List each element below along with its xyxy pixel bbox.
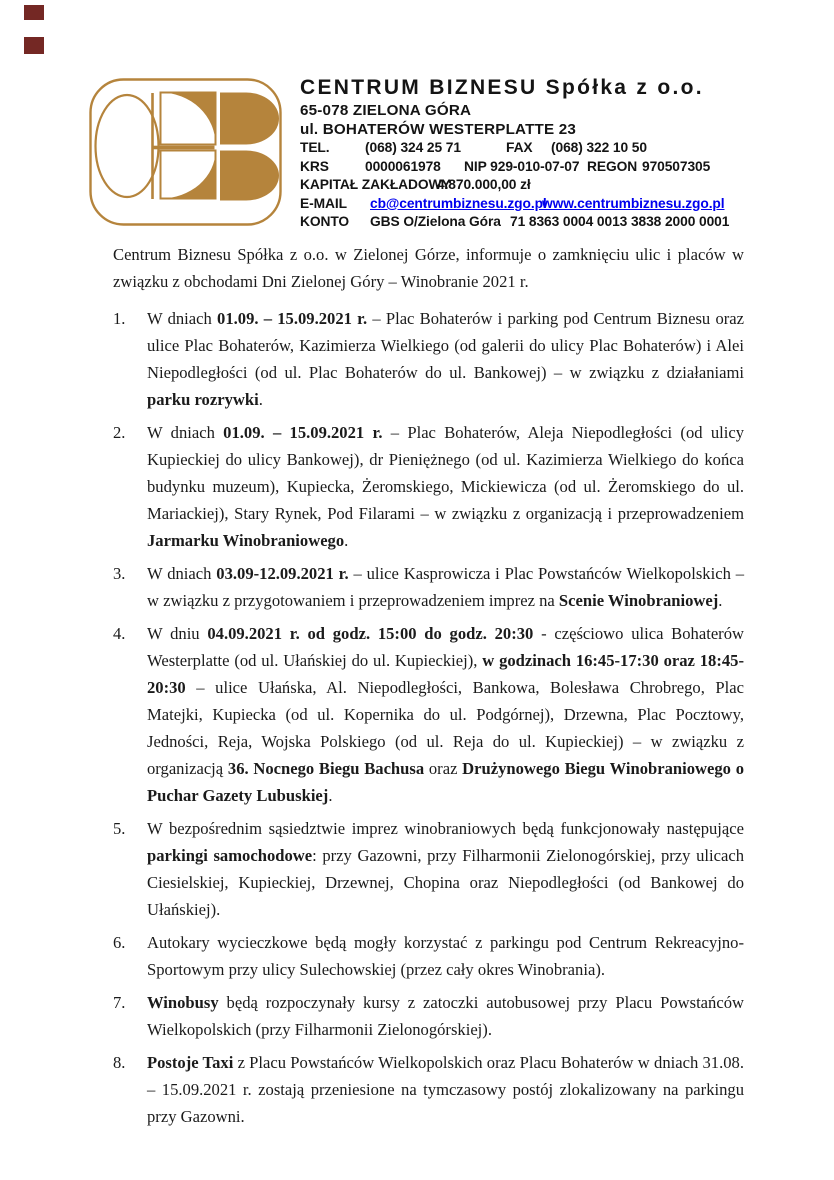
list-item [113,305,744,413]
list-item-text: W dniach 01.09. – 15.09.2021 r. – Plac Bohaterów i parking pod Centrum Biznesu oraz ulice Plac Bohaterów, Kazimierza Wielkiego (od galerii do ulicy Plac Bohaterów) i Alei Niepodległości (od ul. Plac Bohaterów do ul. Bankowej) – w związku z działaniami parku rozrywki. [147,309,745,409]
corner-mark [24,37,44,54]
capital-row [300,177,760,196]
list-item-number: 4. [113,624,126,643]
list-item [113,989,744,1043]
list-item-number: 2. [113,423,126,442]
fax-label: FAX [506,140,533,155]
email-link[interactable]: cb@centrumbiznesu.zgo.pl [370,195,547,211]
letterhead [300,76,760,233]
list-item-text: Postoje Taxi z Placu Powstańców Wielkopolskich oraz Placu Bohaterów w dniach 31.08. – 15.09.2021 r. zostają przeniesione na tymczasowy postój zlokalizowany na parkingu przy Gazowni. [147,1053,744,1126]
list-item-number: 7. [113,993,126,1012]
regon-label: REGON [587,158,638,174]
list-item-text: W dniu 04.09.2021 r. od godz. 15:00 do godz. 20:30 - częściowo ulica Bohaterów Westerplatte (od ul. Ułańskiej do ul. Kupieckiej), w godzinach 16:45-17:30 oraz 18:45-20:30 – ulice Ułańska, Al. Niepodległości, Bankowa, Bolesława Chrobrego, Plac Matejki, Kupiecka (od ul. Kopernika do ul. Podgórnej), Drzewna, Plac Pocztowy, Jedności, Reja, Wojska Polskiego (od ul. Reja do ul. Kupieckiej) – w związku z organizacją 36. Nocnego Biegu Bachusa oraz Drużynowego Biegu Winobraniowego o Puchar Gazety Lubuskiej. [147,624,744,805]
notice-list [113,305,744,1130]
list-item [113,419,744,554]
list-item-number: 6. [113,933,126,952]
krs-nip-regon-row [300,159,760,178]
email-row [300,196,760,215]
list-item [113,815,744,923]
konto-label: KONTO [300,214,350,230]
list-item-text: W dniach 01.09. – 15.09.2021 r. – Plac Bohaterów, Aleja Niepodległości (od ulicy Kupieckiej do ulicy Bankowej), dr Pieniężnego (od ul. Kazimierza Wielkiego do końca budynku muzeum), Kupiecka, Żeromskiego, Mickiewicza (od ul. Żeromskiego do ul. Mariackiej), Stary Rynek, Pod Filarami – w związku z organizacją i przeprowadzeniem Jarmarku Winobraniowego. [147,423,745,550]
email-label: E-MAIL [300,195,347,211]
konto-number: 71 8363 0004 0013 3838 2000 0001 [510,214,730,230]
website-link[interactable]: www.centrumbiznesu.zgo.pl [542,195,725,211]
intro-paragraph: Centrum Biznesu Spółka z o.o. w Zielonej Górze, informuje o zamknięciu ulic i placów w związku z obchodami Dni Zielonej Góry – Winobranie 2021 r. [113,245,744,291]
list-item-text: Winobusy będą rozpoczynały kursy z zatoczki autobusowej przy Placu Powstańców Wielkopolskich (przy Filharmonii Zielonogórskiej). [147,993,744,1039]
konto-bank: GBS O/Zielona Góra [370,214,501,230]
fax-value: (068) 322 10 50 [551,140,647,155]
list-item-number: 8. [113,1053,126,1072]
street-address: ul. BOHATERÓW WESTERPLATTE 23 [300,120,577,138]
tel-label: TEL. [300,140,330,155]
regon-value: 970507305 [642,158,711,174]
list-item-text: W dniach 03.09-12.09.2021 r. – ulice Kasprowicza i Plac Powstańców Wielkopolskich – w związku z przygotowaniem i przeprowadzeniem imprez na Scenie Winobraniowej. [147,564,745,610]
list-item [113,929,744,983]
list-item [113,620,744,809]
tel-fax-row [300,140,760,159]
company-details [300,140,760,233]
capital-label: KAPITAŁ ZAKŁADOWY [300,177,451,193]
list-item-text: Autokary wycieczkowe będą mogły korzystać z parkingu pod Centrum Rekreacyjno-Sportowym przy ulicy Sulechowskiej (przez cały okres Winobrania). [147,933,744,979]
list-item-number: 3. [113,564,126,583]
tel-value: (068) 324 25 71 [365,140,461,155]
notice-body [113,241,744,1136]
nip-value: NIP 929-010-07-07 [464,158,580,174]
krs-value: 0000061978 [365,158,441,174]
list-item-number: 5. [113,819,126,838]
list-item-number: 1. [113,309,126,328]
capital-value: 4.870.000,00 zł [437,177,531,193]
list-item [113,560,744,614]
konto-row [300,214,760,233]
list-item [113,1049,744,1130]
list-item-text: W bezpośrednim sąsiedztwie imprez winobraniowych będą funkcjonowały następujące parkingi samochodowe: przy Gazowni, przy Filharmonii Zielonogórskiej, przy ulicach Ciesielskiej, Kupieckiej, Drzewnej, Chopina oraz Niepodległości (od Bankowej do Ułańskiej). [147,819,744,919]
postal-city: 65-078 ZIELONA GÓRA [300,102,472,119]
company-name: CENTRUM BIZNESU Spółka z o.o. [300,76,704,99]
cb-monogram-logo-icon [88,77,283,227]
krs-label: KRS [300,158,329,174]
corner-mark [24,5,44,20]
